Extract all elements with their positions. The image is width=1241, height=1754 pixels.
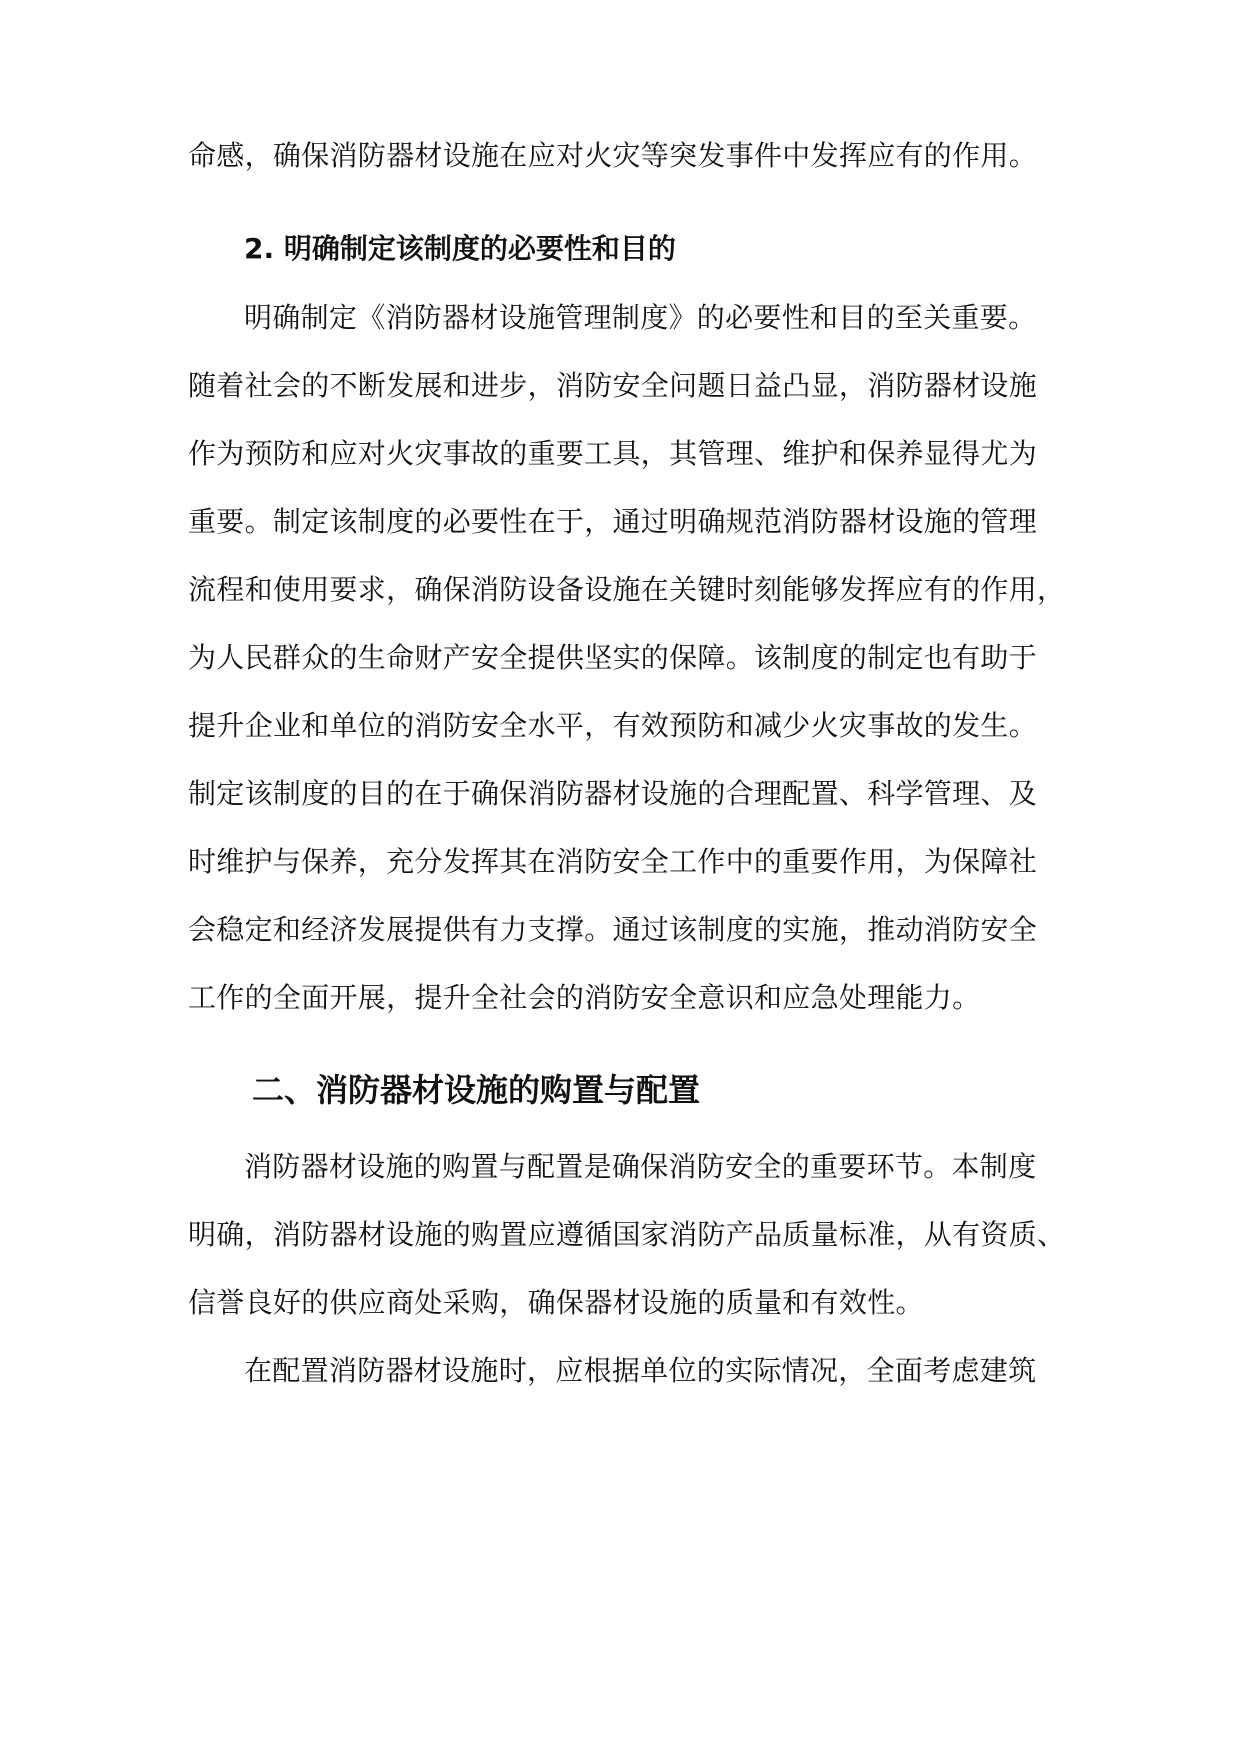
continuation-text-line: 命感，确保消防器材设施在应对火灾等突发事件中发挥应有的作用。 bbox=[188, 139, 1038, 172]
paragraph-line: 工作的全面开展，提升全社会的消防安全意识和应急处理能力。 bbox=[188, 981, 981, 1014]
paragraph-line: 明确，消防器材设施的购置应遵循国家消防产品质量标准，从有资质、 bbox=[188, 1218, 1066, 1251]
paragraph-line: 消防器材设施的购置与配置是确保消防安全的重要环节。本制度 bbox=[244, 1150, 1037, 1183]
chapter-heading-purchase-and-configuration: 二、消防器材设施的购置与配置 bbox=[252, 1071, 701, 1109]
paragraph-line: 提升企业和单位的消防安全水平，有效预防和减少火灾事故的发生。 bbox=[188, 709, 1038, 742]
paragraph-line: 时维护与保养，充分发挥其在消防安全工作中的重要作用，为保障社 bbox=[188, 845, 1038, 878]
paragraph-line: 会稳定和经济发展提供有力支撑。通过该制度的实施，推动消防安全 bbox=[188, 913, 1038, 946]
paragraph-line: 流程和使用要求，确保消防设备设施在关键时刻能够发挥应有的作用， bbox=[188, 573, 1066, 606]
paragraph-line: 为人民群众的生命财产安全提供坚实的保障。该制度的制定也有助于 bbox=[188, 641, 1038, 674]
paragraph-line: 信誉良好的供应商处采购，确保器材设施的质量和有效性。 bbox=[188, 1286, 924, 1319]
paragraph-line: 制定该制度的目的在于确保消防器材设施的合理配置、科学管理、及 bbox=[188, 777, 1038, 810]
paragraph-line: 明确制定《消防器材设施管理制度》的必要性和目的至关重要。 bbox=[244, 301, 1037, 334]
paragraph-line: 作为预防和应对火灾事故的重要工具，其管理、维护和保养显得尤为 bbox=[188, 437, 1038, 470]
paragraph-line: 在配置消防器材设施时，应根据单位的实际情况，全面考虑建筑 bbox=[244, 1354, 1037, 1387]
paragraph-line: 重要。制定该制度的必要性在于，通过明确规范消防器材设施的管理 bbox=[188, 505, 1038, 538]
section-heading-necessity-and-purpose: 2. 明确制定该制度的必要性和目的 bbox=[244, 232, 676, 265]
paragraph-line: 随着社会的不断发展和进步，消防安全问题日益凸显，消防器材设施 bbox=[188, 369, 1038, 402]
